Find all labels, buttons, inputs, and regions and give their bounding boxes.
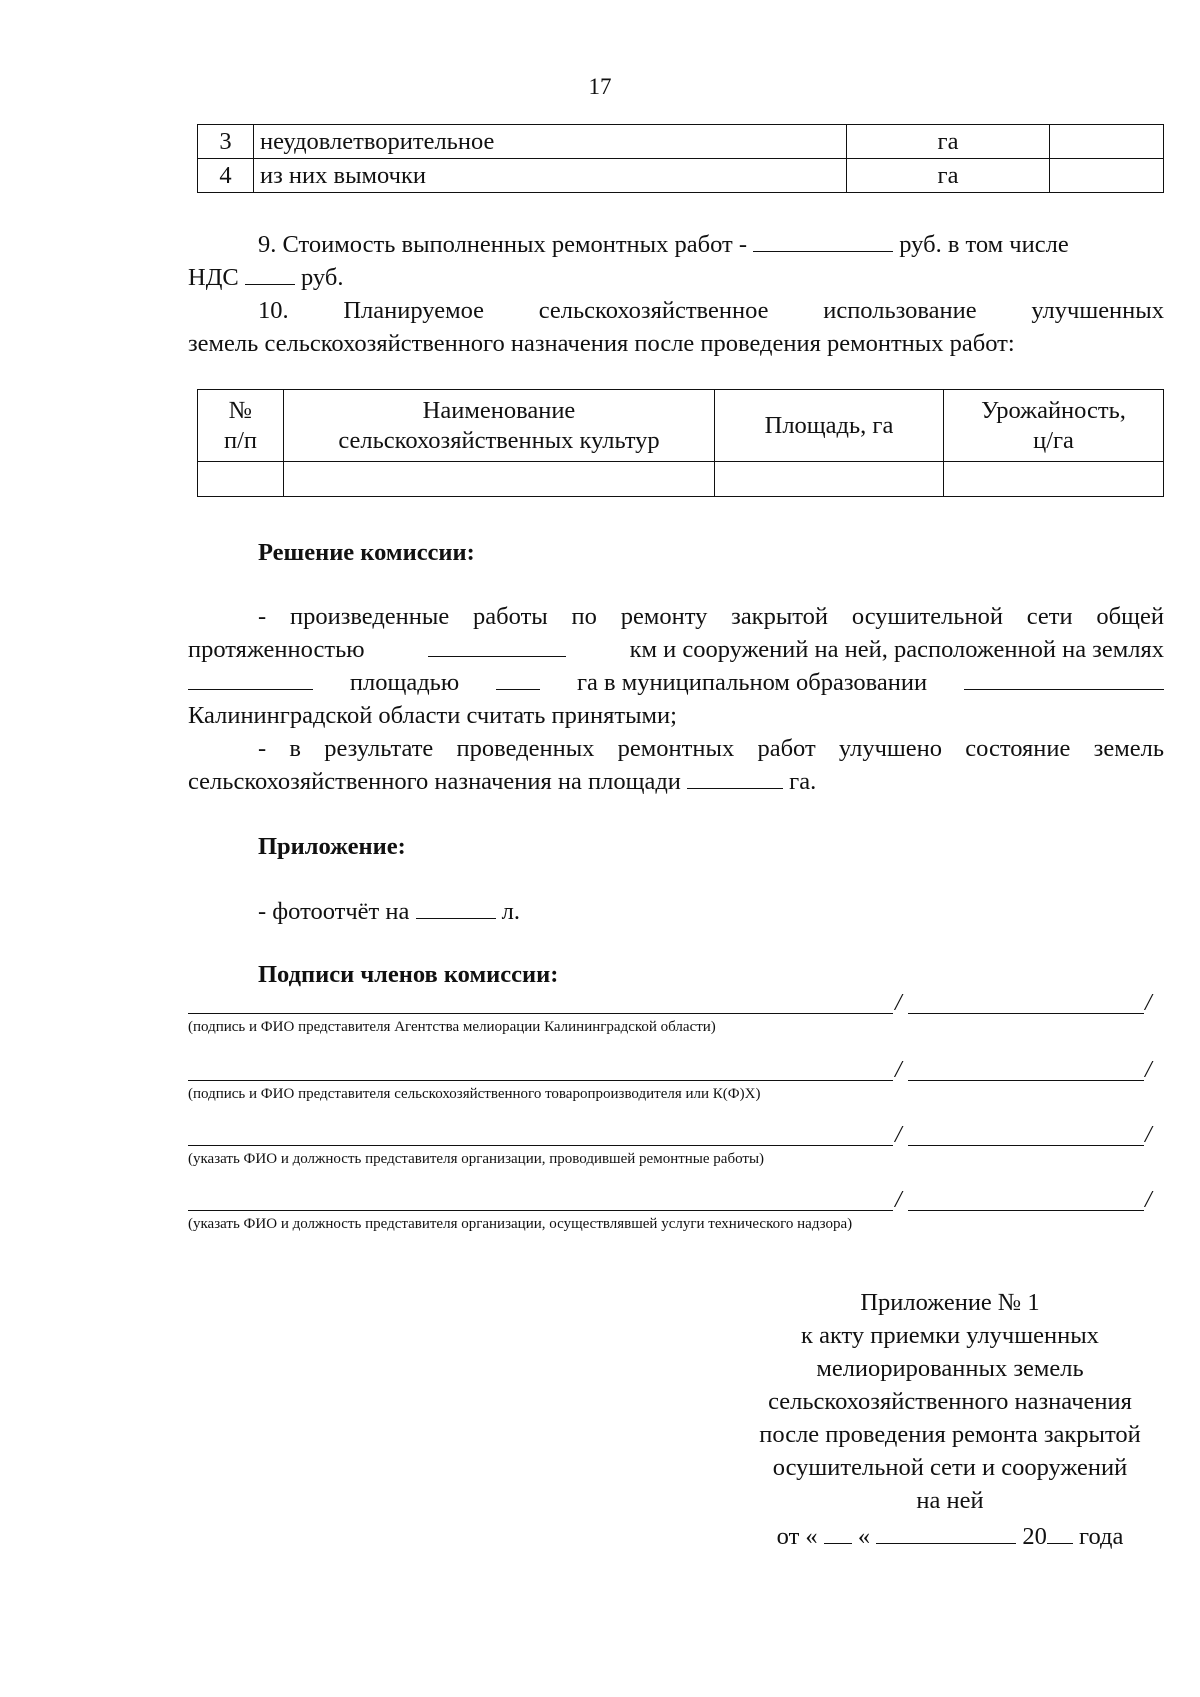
decision-p1-line1: - произведенные работы по ремонту закрытой осушительной сети общей [258,603,1164,630]
area-blank [496,667,540,690]
vat-suffix: руб. [301,264,344,291]
signature-line [188,1080,893,1081]
photo-report-label: - фотоотчёт на [258,898,410,925]
header-yield-a: Урожайность, [981,396,1126,424]
slash: / [1145,1122,1152,1148]
signature-line [188,1145,893,1146]
table-row [198,125,1164,159]
name-line [908,1145,1144,1146]
item9-line2 [188,261,343,294]
decision-p1-line2 [188,633,1164,666]
length-suffix: км и сооружений на ней, расположенной на землях [629,636,1164,663]
slash: / [1145,1057,1152,1083]
municipality-blank [964,667,1164,690]
signature-caption: (подпись и ФИО представителя сельскохозяйственного товаропроизводителя или К(Ф)Х) [188,1086,761,1102]
row-label: из них вымочки [254,159,847,193]
vat-label: НДС [188,264,239,291]
month-blank [876,1521,1016,1544]
top-table [197,124,1164,193]
header-crop-name-a: Наименование [422,396,576,424]
length-label: протяженностью [188,636,365,663]
crop-table-header [198,390,1164,462]
date-goda: года [1079,1523,1124,1550]
appendix-block [700,1286,1200,1553]
item9-line1 [258,228,1069,261]
decision-p1-line3 [188,666,1164,699]
improved-area-label: сельскохозяйственного назначения на площади [188,768,681,795]
table-row [198,159,1164,193]
item10-line1: 10. Планируемое сельскохозяйственное использование улучшенных [258,297,1164,324]
row-value [1050,125,1164,159]
signature-caption: (указать ФИО и должность представителя организации, проводившей ремонтные работы) [188,1151,765,1167]
sheets-blank [416,896,496,919]
improved-area-suffix: га. [789,768,817,795]
appendix-line: на ней [916,1487,984,1514]
header-crop-name-b: сельскохозяйственных культур [338,426,660,454]
header-area: Площадь, га [715,390,944,462]
header-number [198,390,284,462]
item9-line1-prefix: 9. Стоимость выполненных ремонтных работ - [258,231,747,258]
name-line [908,1080,1144,1081]
appendix-line: к акту приемки улучшенных [801,1322,1099,1349]
day-blank [824,1521,852,1544]
area-label: площадью [349,669,460,696]
slash: / [895,1057,902,1083]
slash: / [1145,990,1152,1016]
appendix-date [700,1520,1200,1553]
slash: / [895,990,902,1016]
row-number: 3 [198,125,254,159]
appendix-line: мелиорированных земель [816,1355,1084,1382]
row-unit: га [847,159,1050,193]
attachment-line [258,895,520,928]
decision-p2-line2 [188,765,816,798]
header-yield [944,390,1164,462]
crop-table [197,389,1164,497]
decision-p1-line4: Калининградской области считать принятыми; [188,702,677,729]
table-row [198,462,1164,497]
item10-line2: земель сельскохозяйственного назначения после проведения ремонтных работ: [188,330,1015,357]
row-unit: га [847,125,1050,159]
date-ot: от « [776,1523,818,1550]
appendix-line: осушительной сети и сооружений [772,1454,1128,1481]
header-number-a: № [228,396,253,424]
signature-caption: (указать ФИО и должность представителя организации, осуществлявшей услуги технического надзора) [188,1216,853,1232]
name-line [908,1013,1144,1014]
sheets-suffix: л. [501,898,520,925]
appendix-title: Приложение № 1 [860,1289,1040,1316]
slash: / [895,1187,902,1213]
appendix-line: сельскохозяйственного назначения [768,1388,1132,1415]
vat-blank [245,262,295,285]
cost-blank [753,229,893,252]
date-quote: « [857,1523,871,1550]
slash: / [1145,1187,1152,1213]
land-blank [188,667,313,690]
page-number: 17 [588,74,612,99]
row-number: 4 [198,159,254,193]
header-number-b: п/п [223,426,258,454]
signatures-heading: Подписи членов комиссии: [258,961,559,988]
row-value [1050,159,1164,193]
municipality-label: га в муниципальном образовании [576,669,928,696]
header-crop-name [284,390,715,462]
slash: / [895,1122,902,1148]
signature-line [188,1210,893,1211]
attachment-heading: Приложение: [258,833,406,860]
date-century: 20 [1022,1523,1047,1550]
decision-heading: Решение комиссии: [258,539,475,566]
decision-p2-line1: - в результате проведенных ремонтных работ улучшено состояние земель [258,735,1164,762]
length-blank [428,634,566,657]
row-label: неудовлетворительное [254,125,847,159]
item9-line1-suffix: руб. в том числе [899,231,1069,258]
signature-caption: (подпись и ФИО представителя Агентства мелиорации Калининградской области) [188,1019,716,1035]
appendix-line: после проведения ремонта закрытой [759,1421,1141,1448]
name-line [908,1210,1144,1211]
signature-line [188,1013,893,1014]
header-yield-b: ц/га [1033,426,1074,454]
improved-area-blank [687,766,783,789]
year-blank [1047,1521,1073,1544]
